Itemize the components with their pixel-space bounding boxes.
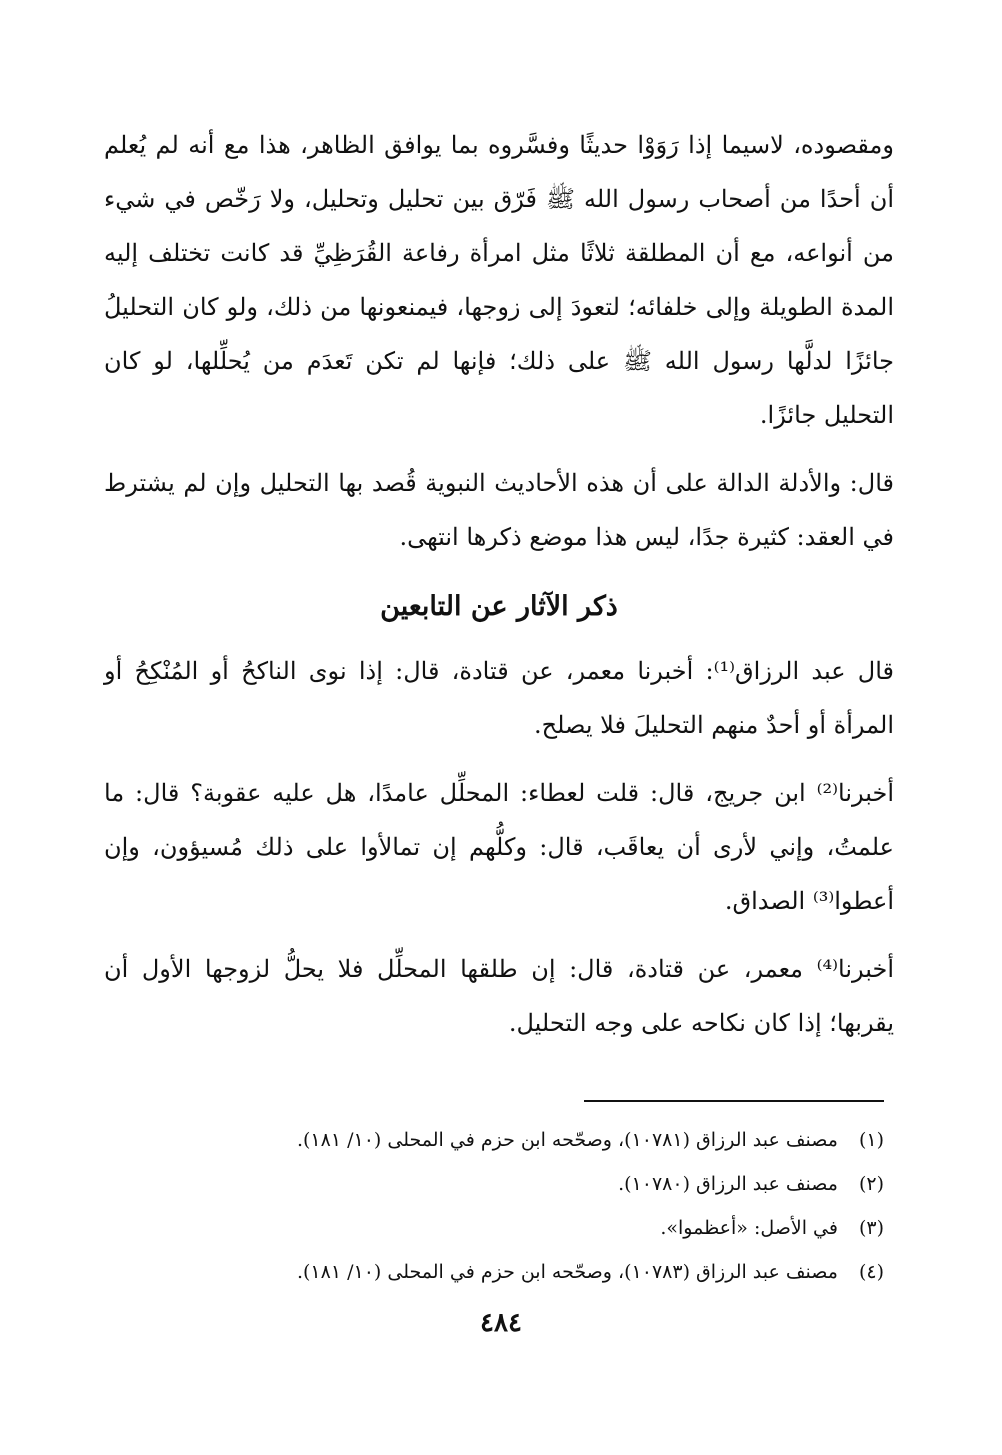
paragraph: أخبرنا⁽²⁾ ابن جريج، قال: قلت لعطاء: المحلِّل عامدًا، هل عليه عقوبة؟ قال: ما علمتُ، وإني لأرى أن يعاقَب، قال: وكلُّهم إن تمالأوا على ذلك مُسيؤون، وإن أعطوا⁽³⁾ الصداق. bbox=[104, 779, 894, 915]
footnote bbox=[124, 1162, 884, 1206]
section-heading: ذكر الآثار عن التابعين bbox=[380, 591, 618, 622]
footnote-number: (٢) bbox=[858, 1173, 884, 1195]
footnote-number: (١) bbox=[858, 1129, 884, 1151]
paragraph: قال: والأدلة الدالة على أن هذه الأحاديث النبوية قُصد بها التحليل وإن لم يشترط في العقد: كثيرة جدًا، ليس هذا موضع ذكرها انتهى. bbox=[104, 469, 894, 551]
footnote-separator bbox=[584, 1100, 884, 1102]
paragraph: قال عبد الرزاق⁽¹⁾: أخبرنا معمر، عن قتادة، قال: إذا نوى الناكحُ أو المُنْكِحُ أو المرأة أو أحدٌ منهم التحليلَ فلا يصلح. bbox=[104, 657, 894, 739]
footnote-number: (٤) bbox=[858, 1261, 884, 1283]
paragraph: ومقصوده، لاسيما إذا رَوَوْا حديثًا وفسَّروه بما يوافق الظاهر، هذا مع أنه لم يُعلم أن أحدًا من أصحاب رسول الله ﷺ فَرّق بين تحليل وتحليل، ولا رَخّص في شيء من أنواعه، مع أن المطلقة ثلاثًا مثل امرأة رفاعة القُرَظِيِّ قد كانت تختلف إليه المدة الطويلة وإلى خلفائه؛ لتعودَ إلى زوجها، فيمنعونها من ذلك، ولو كان التحليلُ جائزًا لدلَّها رسول الله ﷺ على ذلك؛ فإنها لم تكن تَعدَم من يُحلِّلها، لو كان التحليل جائزًا. bbox=[104, 131, 894, 429]
footnote-text: مصنف عبد الرزاق (١٠٧٨١)، وصحّحه ابن حزم في المحلى (١٠/ ١٨١). bbox=[296, 1129, 838, 1151]
page-number: ٤٨٤ bbox=[480, 1308, 522, 1338]
footnotes-list bbox=[124, 1118, 884, 1294]
footnote bbox=[124, 1206, 884, 1250]
footnote bbox=[124, 1250, 884, 1294]
paragraph: أخبرنا⁽⁴⁾ معمر، عن قتادة، قال: إن طلقها المحلِّل فلا يحلُّ لزوجها الأول أن يقربها؛ إذا كان نكاحه على وجه التحليل. bbox=[104, 955, 894, 1037]
main-text bbox=[104, 118, 894, 1050]
footnote-text: في الأصل: «أعظموا». bbox=[660, 1217, 838, 1239]
footnote-text: مصنف عبد الرزاق (١٠٧٨٠). bbox=[618, 1173, 838, 1195]
footnote-number: (٣) bbox=[858, 1217, 884, 1239]
footnote bbox=[124, 1118, 884, 1162]
footnote-text: مصنف عبد الرزاق (١٠٧٨٣)، وصحّحه ابن حزم في المحلى (١٠/ ١٨١). bbox=[296, 1261, 838, 1283]
